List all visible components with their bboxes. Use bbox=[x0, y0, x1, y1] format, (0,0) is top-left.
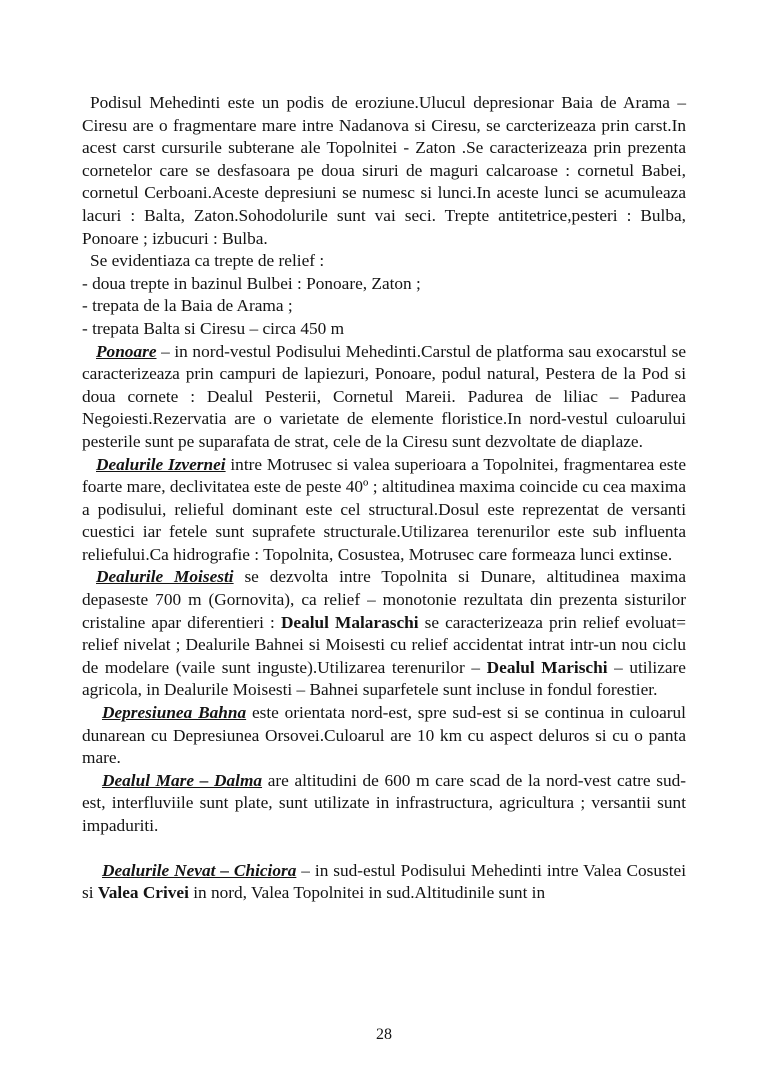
bold-term: Dealul Malaraschi bbox=[280, 612, 419, 632]
paragraph-dealul-mare-dalma: Dealul Mare – Dalma are altitudini de 600 m care scad de la nord-vest catre sud-est, interfluviile sunt plate, sunt utilizate in infrastructura, agricultura ; versantii sunt impaduriti. bbox=[82, 770, 686, 835]
paragraph-depresiunea-bahna: Depresiunea Bahna este orientata nord-est, spre sud-est si se continua in culoarul dunarean cu Depresiunea Orsovei.Culoarul are 10 km cu aspect deluros si cu o panta mare. bbox=[82, 703, 686, 768]
paragraph-intro: Podisul Mehedinti este un podis de eroziune.Ulucul depresionar Baia de Arama – Ciresu are o fragmentare mare intre Nadanova si Ciresu, se carcterizeaza prin carst.In acest carst cursurile subterane ale Topolnitei - Zaton .Se caracterizeaza prin prezenta cornetelor care se desfasoara pe doua siruri de maguri calcaroase : cornetul Babei, cornetul Cerboani.Aceste depresiuni se numesc si lunci.In aceste lunci se acumuleaza lacuri : Balta, Zaton.Sohodolurile sunt vai seci. Trepte antitetrice,pesteri : Bulba, Ponoare ; izbucuri : Bulba. bbox=[82, 93, 686, 248]
section-heading: Dealurile Moisesti bbox=[96, 567, 234, 587]
paragraph-dealurile-izvernei: Dealurile Izvernei intre Motrusec si valea superioara a Topolnitei, fragmentarea este foarte mare, declivitatea este de peste 40º ; altitudinea maxima coincide cu cea maxima a podisului, relieful dominant este cel structural.Dosul este reprezentat de versanti cuestici iar fetele sunt suprafete structurale.Utilizarea terenurilor este sub influenta reliefului.Ca hidrografie : Topolnita, Cosustea, Motrusec care formeaza lunci extinse. bbox=[82, 454, 686, 564]
paragraph-dealurile-moisesti: Dealurile Moisesti se dezvolta intre Topolnita si Dunare, altitudinea maxima depaseste 700 m (Gornovita), ca relief – monotonie rezultata din prezenta sisturilor cristaline apar diferentieri : Dealul Malaraschi se caracterizeaza prin relief evoluat= relief nivelat ; Dealurile Bahnei si Moisesti cu relief accidentat intrat intr-un nou ciclu de modelare (vaile sunt inguste).Utilizarea terenurilor – Dealul Marischi – utilizare agricola, in Dealurile Moisesti – Bahnei suparfetele sunt incluse in fondul forestier. bbox=[82, 567, 687, 700]
section-heading: Dealurile Nevat – Chiciora bbox=[102, 860, 297, 880]
paragraph-ponoare: Ponoare – in nord-vestul Podisului Mehedinti.Carstul de platforma sau exocarstul se caracterizeaza prin campuri de lapiezuri, Ponoare, podul natural, Pestera de la Pod si doua cornete : Dealul Pesterii, Cornetul Mareii. Padurea de liliac – Padurea Negoiesti.Rezervatia are o varietate de elemente floristice.In nord-vestul culoarului pesterile sunt pe suparafata de strat, cele de la Ciresu sunt dezvoltate de diaplaze. bbox=[82, 341, 686, 451]
section-heading: Ponoare bbox=[96, 341, 157, 361]
list-item: - trepata Balta si Ciresu – circa 450 m bbox=[82, 318, 345, 338]
page-number: 28 bbox=[376, 1026, 392, 1043]
bold-term: Valea Crivei bbox=[97, 883, 189, 903]
list-item: - doua trepte in bazinul Bulbei : Ponoare, Zaton ; bbox=[82, 273, 421, 293]
section-heading: Dealurile Izvernei bbox=[96, 454, 226, 474]
paragraph-spacer bbox=[82, 838, 686, 860]
body-text bbox=[82, 92, 686, 905]
list-item: - trepata de la Baia de Arama ; bbox=[82, 296, 293, 316]
paragraph-dealurile-nevat-chiciora: Dealurile Nevat – Chiciora – in sud-estul Podisului Mehedinti intre Valea Cosustei si Valea Crivei in nord, Valea Topolnitei in sud.Altitudinile sunt in bbox=[82, 860, 686, 903]
paragraph-relief-steps-intro: Se evidentiaza ca trepte de relief : bbox=[90, 251, 325, 271]
section-heading: Dealul Mare – Dalma bbox=[102, 770, 263, 790]
bold-term: Dealul Marischi bbox=[486, 657, 608, 677]
section-heading: Depresiunea Bahna bbox=[102, 703, 247, 723]
